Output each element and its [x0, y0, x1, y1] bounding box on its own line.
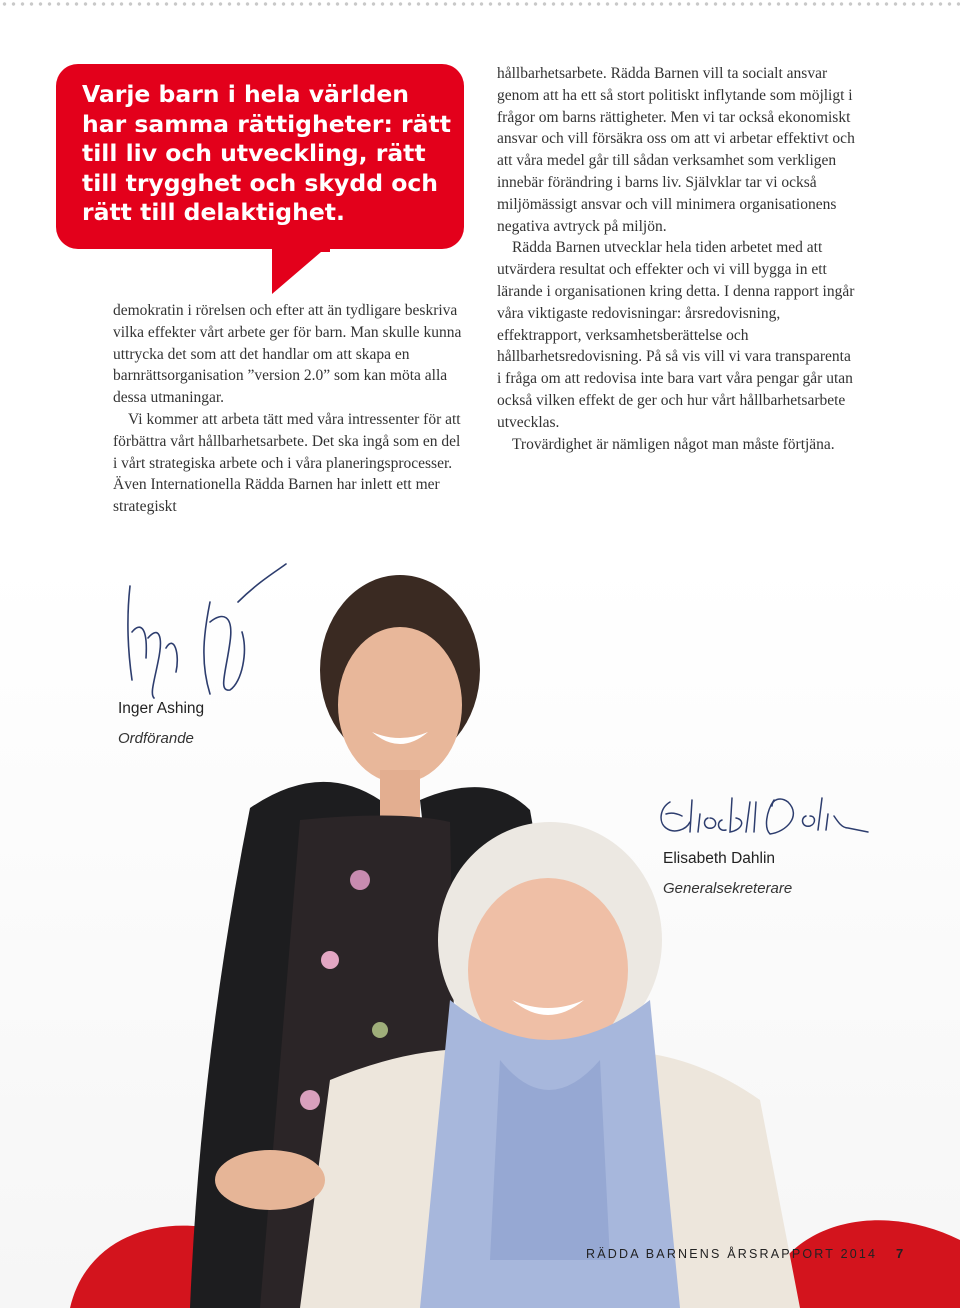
- right-paragraph-3: Trovärdighet är nämligen något man måste förtjäna.: [512, 435, 835, 453]
- dotted-top-border: [0, 0, 960, 8]
- left-paragraph-1: demokratin i rörelsen och efter att än tydligare beskriva vilka effekter vårt arbete ger för barn. Man skulle kunna uttrycka det som att det handlar om att skapa en barnrättsorganisation ”version 2.0” som kan möta alla dessa utmaningar.: [113, 302, 462, 407]
- right-paragraph-1: hållbarhetsarbete. Rädda Barnen vill ta socialt ansvar genom att ha ett så stort politiskt inflytande som möjligt i frågor om barns rättigheter. Men vi tar också ekonomiskt ansvar och vill försäkra oss om att vi arbetar effektivt och att våra medel går till sådan verksamhet som verkligen innebär förändring i barns liv. Självklar tar vi också miljömässigt ansvar och vill minimera organisationens negativa avtryck på miljön.: [497, 65, 855, 235]
- right-paragraph-2: Rädda Barnen utvecklar hela tiden arbetet med att utvärdera resultat och effekter och vi vill bygga in ett lärande i organisationen kring detta. I denna rapport ingår våra viktigaste redovisningar: årsredovisning, effektrapport, verksamhetsberättelse och hållbarhetsredovisning. På så vis vill vi vara transparenta i fråga om att redovisa inte bara vart våra pengar går utan också vilken effekt de ger och hur vårt hållbarhetsarbete utvecklas.: [497, 239, 855, 431]
- signature-elisabeth-dahlin: [656, 792, 870, 848]
- page-number: 7: [896, 1246, 904, 1261]
- left-paragraph-2: Vi kommer att arbeta tätt med våra intressenter för att förbättra vårt hållbarhetsarbete. Det ska ingå som en del i vårt strategiska arbete och i våra planeringsprocesser. Även Internationella Rädda Barnen har inlett ett mer strategiskt: [113, 410, 461, 516]
- signatory-role-1: Ordförande: [118, 730, 194, 747]
- right-text-column: [497, 63, 855, 455]
- pull-quote: Varje barn i hela världen har samma rättigheter: rätt till liv och utveckling, rätt till trygghet och skydd och rätt till delaktighet.: [82, 80, 451, 226]
- signatory-name-1: Inger Ashing: [118, 700, 205, 717]
- left-text-column: [113, 300, 465, 518]
- signature-inger-ashing: [118, 562, 288, 702]
- quote-bubble-tail: [272, 246, 328, 294]
- signatory-role-2: Generalsekreterare: [663, 880, 793, 897]
- publication-footer: RÄDDA BARNENS ÅRSRAPPORT 2014: [586, 1247, 878, 1261]
- signatory-name-2: Elisabeth Dahlin: [663, 850, 776, 867]
